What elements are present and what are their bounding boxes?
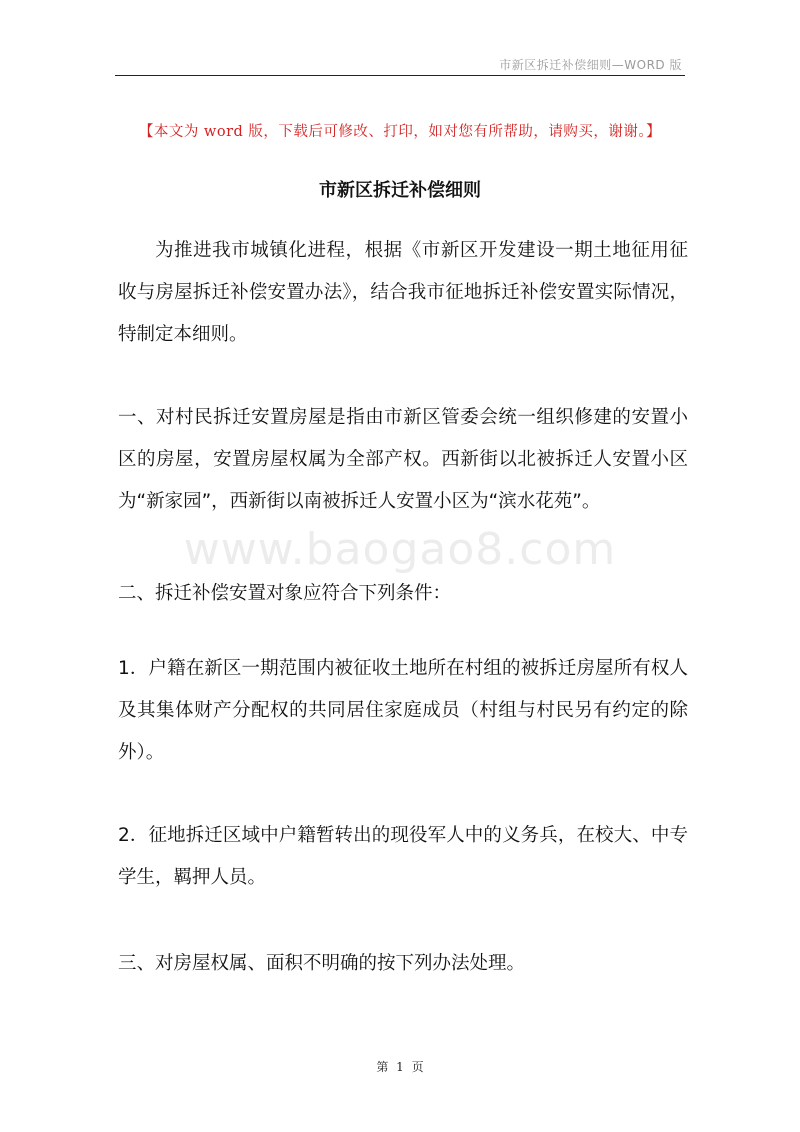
running-header: 市新区拆迁补偿细则—WORD 版 bbox=[499, 58, 682, 72]
document-title: 市新区拆迁补偿细则 bbox=[319, 180, 481, 201]
condition-one-paragraph: 1．户籍在新区一期范围内被征收土地所在村组的被拆迁房屋所有权人及其集体财产分配权的共同居住家庭成员（村组与村民另有约定的除外）。 bbox=[118, 658, 688, 763]
condition-two-paragraph: 2．征地拆迁区域中户籍暂转出的现役军人中的义务兵，在校大、中专学生，羁押人员。 bbox=[118, 825, 688, 888]
header-divider bbox=[115, 75, 685, 76]
watermark: www.baogao8.com bbox=[183, 524, 617, 575]
section-two-heading: 二、拆迁补偿安置对象应符合下列条件： bbox=[118, 583, 452, 604]
page-number: 第 1 页 bbox=[376, 1060, 424, 1074]
purchase-notice: 【本文为 word 版，下载后可修改、打印，如对您有所帮助，请购买，谢谢。】 bbox=[138, 124, 662, 140]
intro-paragraph: 为推进我市城镇化进程，根据《市新区开发建设一期土地征用征收与房屋拆迁补偿安置办法》，结合我市征地拆迁补偿安置实际情况，特制定本细则。 bbox=[118, 240, 688, 345]
section-one-paragraph: 一、对村民拆迁安置房屋是指由市新区管委会统一组织修建的安置小区的房屋，安置房屋权属为全部产权。西新街以北被拆迁人安置小区为“新家园”，西新街以南被拆迁人安置小区为“滨水花苑”。 bbox=[118, 407, 688, 512]
section-three-heading: 三、对房屋权属、面积不明确的按下列办法处理。 bbox=[118, 953, 526, 974]
